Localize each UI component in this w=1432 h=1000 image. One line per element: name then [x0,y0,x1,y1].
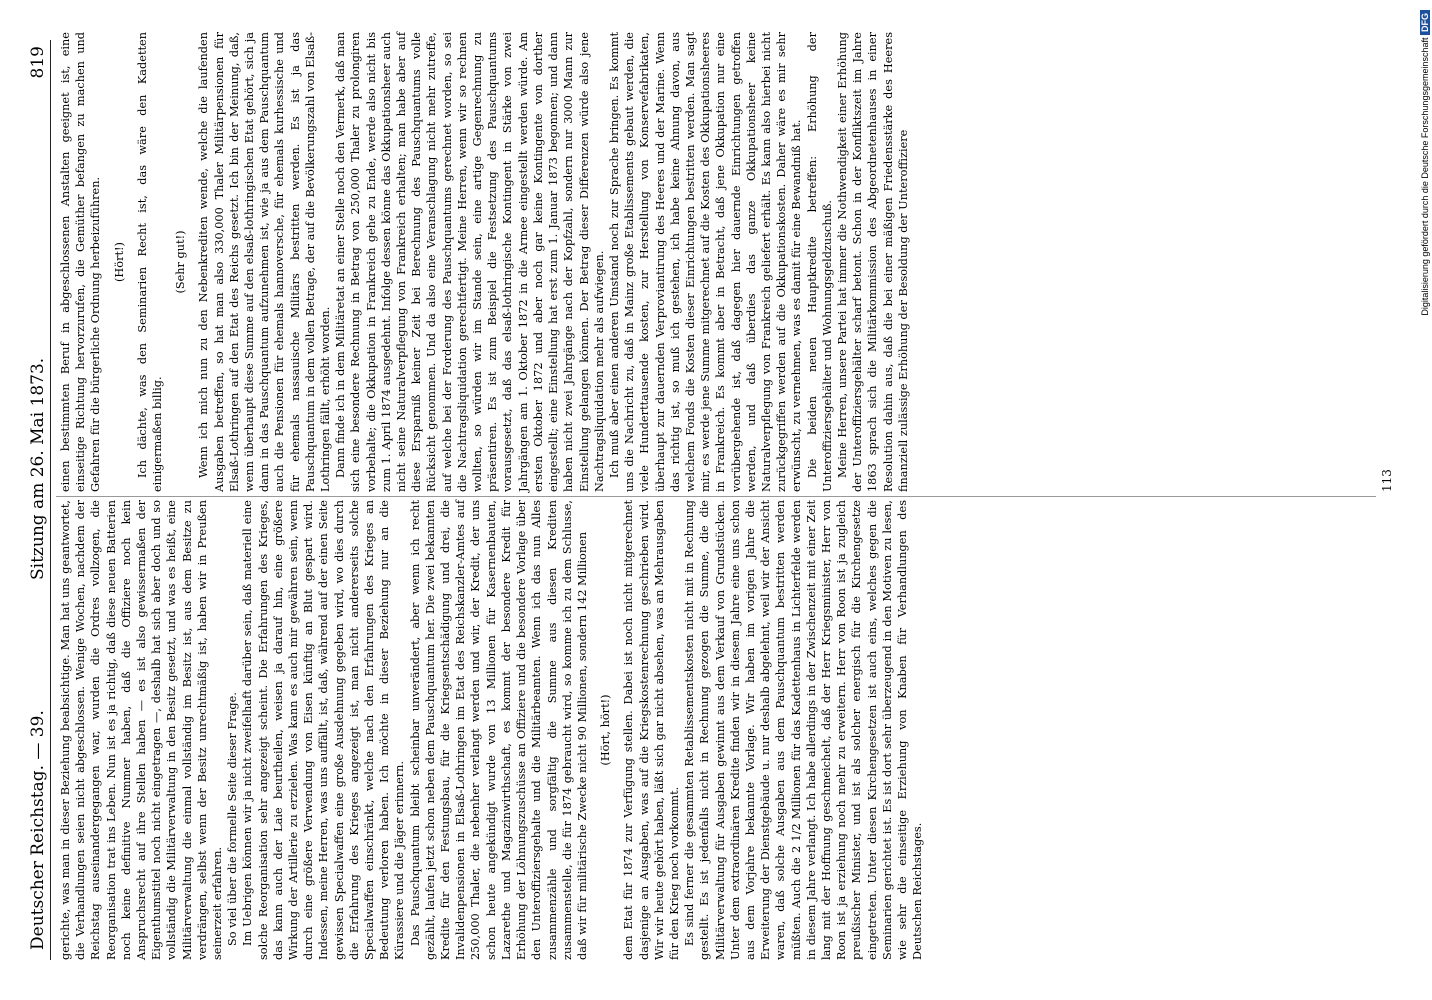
header-rule [50,40,51,960]
right-column [58,32,1378,492]
interjection: (Hört!) [112,242,126,282]
paragraph: gerichte, was man in dieser Beziehung beabsichtige. Man hat uns geantwortet, die Verhandlungen seien nicht abgeschlossen. Wenige Wochen, nachdem der Reichstag auseinandergegangen war, wurden die Ordres vollzogen, die Reorganisation trat ins Leben. Nun ist es ja richtig, daß diese neuen Batterien noch keine definitive Nummer haben, daß die Offiziere noch kein Anspruchsrecht auf ihre Stellen haben — es ist also gewissermaßen der Eigenthumstitel noch nicht eingetragen —, deshalb hat sich aber doch und so vollständig die Militärverwaltung in den Besitz gesetzt, und was es heißt, eine Militärverwaltung die einmal vollständig im Besitz ist, aus dem Besitze zu verdrängen, selbst wenn der Besitz unrechtmäßig ist, haben wir in Preußen seinerzeit erfahren. [59,500,225,960]
paragraph: Dann finde ich in dem Militäretat an einer Stelle noch den Vermerk, daß man sich eine besondere Rechnung in Betrag von 250,000 Thaler zu prolongiren vorbehalte; die Okkupation in Frankreich gehe zu Ende, werde also nicht bis zum 1. April 1874 ausgedehnt. Infolge dessen könne das Okkupationsheer auch nicht seine Naturalverpflegung von Frankreich erhalten; man habe aber auf diese Ersparniß keiner Zeit bei Berechnung des Pauschquantums volle Rücksicht genommen. Und da also eine Veranschlagung nicht mehr zutreffe, auf welche bei der Forderung des Pauschquantums gerechnet worden, so sei die Nachtragsliquidation gerechtfertigt. Meine Herren, wenn wir so rechnen wollten, so würden wir im Stande sein, eine artige Gegenrechnung zu präsentiren. Es ist zum Beispiel die Festsetzung des Pauschquantums vorausgesetzt, daß das elsaß-lothringische Kontingent in Stärke von zwei Jahrgängen am 1. Oktober 1872 in die Armee eingestellt werden würde. Am ersten Oktober 1872 und aber noch gar keine Kontingente von dorther eingestellt; eine Einstellung hat erst zum 1. Januar 1873 begonnen; und dann haben nicht zwei Jahrgänge nach der Kopfzahl, sondern nur 3000 Mann zur Einstellung gelangen können. Der Betrag dieser Differenzen würde also jene Nachtragsliquidation mehr als aufwiegen. [334,32,606,492]
interjection: (Sehr gut!) [174,230,188,294]
left-column [58,500,1358,960]
column-divider [56,496,1376,497]
sidebar-text [1418,0,1432,1000]
dfg-logo: DFG [1420,10,1430,35]
funding-note: Digitalisierung gefördert durch die Deutsche Forschungsgemeinschaft [1420,37,1430,316]
paragraph: Wenn ich mich nun zu den Nebenkrediten wende, welche die laufenden Ausgaben betreffen, so hat man also 330,000 Thaler Militärpensionen für Elsaß-Lothringen auf den Etat des Reichs gesetzt. Ich bin der Meinung, daß, wenn überhaupt diese Summe auf den elsaß-lothringischen Etat gehört, sich ja dann in das Pauschquantum aufzunehmen ist, wie ja aus dem Pauschquantum auch die Pensionen für ehemals hannoversche, für ehemals kurhessische und für ehemals nassauische Militärs bestritten werden. Es ist ja das Pauschquantum in dem vollen Betrage, der auf die Bevölkerungszahl von Elsaß-Lothringen fällt, erhöht worden. [197,32,333,492]
paragraph: Es sind ferner die gesammten Retablissementskosten nicht mit in Rechnung gestellt. Es ist jedenfalls nicht in Rechnung gezogen die Summe, die die Militärverwaltung für Ausgaben gewinnt aus dem Verkauf von Grundstücken. Unter dem extraordinären Kredite finden wir in diesem Jahre eine uns schon aus dem Vorjahre bekannte Vorlage. Wir haben im vorigen Jahre die Erweiterung der Dienstgebäude u. nur deshalb abgelehnt, weil wir der Ansicht waren, daß solche Ausgaben aus dem Pauschquantum bestritten werden müßten. Auch die 2 1/2 Millionen für das Kadettenhaus in Lichterfelde werden in diesem Jahre verlangt. Ich habe allerdings in der Zwischenzeit mit einer Zeit lang mit der Hoffnung geschmeichelt, daß der Herr Kriegsminister, Herr von Roon ist ja erziehung noch mehr zu erweitern. Herr von Roon ist ja zugleich preußischer Minister, und ist als solcher energisch für die Kirchengesetze eingetreten. Unter diesen Kirchengesetzen ist auch eins, welches gegen die Seminarien gerichtet ist. Es ist dort sehr überzeugend in den Motiven zu lesen, wie sehr die einseitige Erziehung von Knaben für Verhandlungen des Deutschen Reichstages. [683,500,925,960]
paragraph: So viel über die formelle Seite dieser Frage. [226,692,240,946]
paragraph: Meine Herren, unsere Partei hat immer die Nothwendigkeit einer Erhöhung der Unteroffiziersgehälter scharf betont. Schon in der Konfliktszeit im Jahre 1863 sprach sich die Militärkommission des Abgeordnetenhauses in einer Resolution dahin aus, daß die bei einer mäßigen Friedensstärke des Heeres finanziell zulässige Erhöhung der Besoldung der Unteroffiziere [835,32,910,492]
paragraph: einen bestimmten Beruf in abgeschlossenen Anstalten geeignet ist, eine einseitige Richtung hervorzurufen, die Gemüther befangen zu machen und Gefahren für die bürgerliche Ordnung herbeizuführen. [59,32,103,492]
paragraph: dem Etat für 1874 zur Verfügung stellen. Dabei ist noch nicht mitgerechnet dasjenige an Ausgaben, was auf die Kriegskostenrechnung geschrieben wird. Wir wir heute gehört haben, läßt sich gar nicht absehen, was an Mehrausgaben für den Krieg noch vorkommt. [622,500,681,960]
running-head-left: Deutscher Reichstag. — 39. [28,710,48,950]
paragraph: Ich muß aber einen anderen Umstand noch zur Sprache bringen. Es kommt uns die Nachricht zu, daß in Mainz große Etablissements gebaut werden, die viele Hunderttausende kosten, zur Herstellung von Konservefabrikaten, überhaupt zur dauernden Verproviantirung des Heeres und der Marine. Wenn das richtig ist, so muß ich gestehen, ich habe keine Ahnung davon, aus welchem Fonds die Kosten dieser Einrichtungen bestritten werden. Man sagt mir, es werde jene Summe mitgerechnet auf die Kosten des Okkupationsheeres in Frankreich. Es kommt aber in Betracht, daß jene Okkupation nur eine vorübergehende ist, daß dagegen hier dauernde Einrichtungen getroffen werden, und daß überdies das ganze Okkupationsheer keine Naturalverpflegung von Frankreich geliefert erhält. Es kann also hierbei nicht zurückgegriffen werden auf die Okkupationskosten. Daher wäre es mir sehr erwünscht, zu vernehmen, was es damit für eine Bewandniß hat. [607,32,804,492]
paragraph: Das Pauschquantum bleibt scheinbar unverändert, aber wenn ich recht gezählt, laufen jetzt schon neben dem Pauschquantum her. Die zwei bekannten Kredite für den Festungsbau, für die Kriegsentschädigung und drei, die Invalidenpensionen in Elsaß-Lothringen im Etat des Reichskanzler-Amtes auf 250,000 Thaler, die nebenher verlangt werden und wir, der Kredit, der uns schon heute angekündigt wurde von 13 Millionen für Kasernenbauten, Lazarethe und Magazinwirthschaft, es kommt der besondere Kredit für Erhöhung der Löhnungszuschüsse an Offiziere und die besondere Vorlage über den Unteroffiziersgehalte und die Militärbeamten. Wenn ich das nun Alles zusammenzähle und sorgfältig die Summe aus diesen Krediten zusammenstelle, die für 1874 gebraucht wird, so komme ich zu dem Schlusse, daß wir für militärische Zwecke nicht 90 Millionen, sondern 142 Millionen [408,500,589,960]
paragraph: Im Uebrigen können wir ja nicht zweifelhaft darüber sein, daß materiell eine solche Reorganisation sehr angezeigt scheint. Die Erfahrungen des Krieges, das kann auch der Laie beurtheilen, weisen ja darauf hin, eine größere Wirkung der Artillerie zu erzielen. Was kann es auch mir gewähren sein, wenn durch eine größere Verwendung von Eisen künftig an Blut gespart wird. Indessen, meine Herren, was uns auffällt, ist, daß, während auf der einen Seite gewissen Specialwaffen eine große Ausdehnung gegeben wird, wo dies durch die Erfahrung des Krieges angezeigt ist, man nicht andererseits solche Specialwaffen einschränkt, welche nach den Erfahrungen des Krieges an Bedeutung verloren haben. Ich möchte in dieser Beziehung nur an die Kürassiere und die Jäger erinnern. [241,500,407,960]
interjection: (Hört, hört!) [599,694,613,766]
page-number: 819 [28,46,48,79]
paragraph: Ich dächte, was den Seminarien Recht ist, das wäre den Kadetten einigermaßen billig. [135,32,165,492]
running-head-center: Sitzung am 26. Mai 1873. [28,357,48,580]
page-header [28,40,50,960]
digitization-sidebar [1418,0,1432,1000]
signature-mark: 113 [1380,469,1394,492]
paragraph: Die beiden neuen Hauptkredite betreffen: Erhöhung der Unteroffiziersgehälter und Wohnungsgeldzuschuß. [805,32,834,492]
